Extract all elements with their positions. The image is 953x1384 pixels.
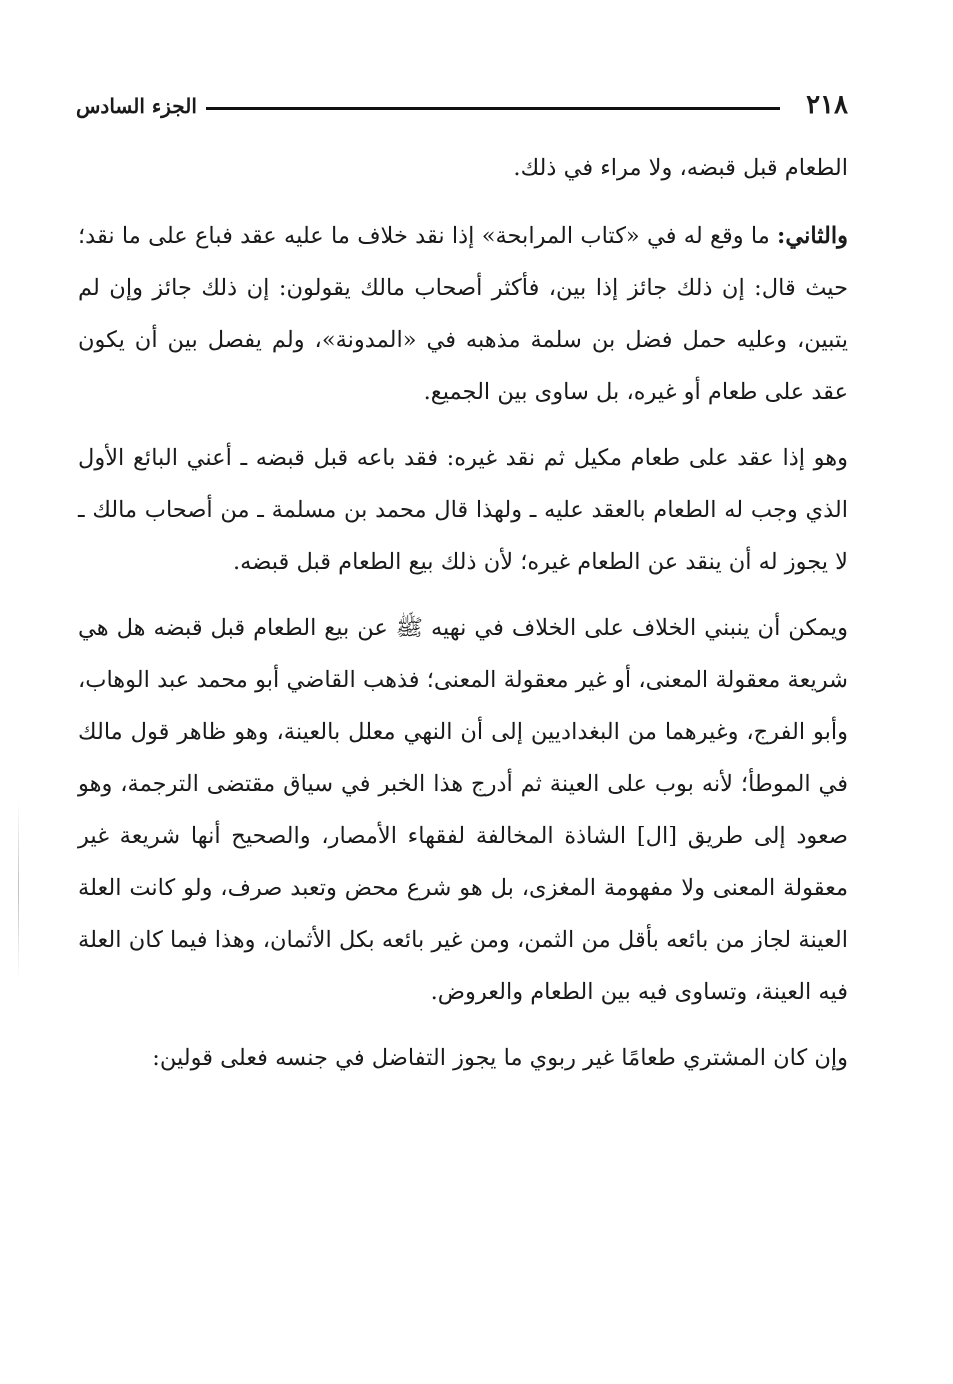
paragraph-2-lead: والثاني:: [777, 223, 848, 249]
paragraph-5: [78, 1032, 848, 1084]
paragraph-3-text: وهو إذا عقد على طعام مكيل ثم نقد غيره: فقد باعه قبل قبضه ـ أعني البائع الأول الذي وجب له الطعام بالعقد عليه ـ ولهذا قال محمد بن مسلمة ـ من أصحاب مالك ـ لا يجوز له أن ينقد عن الطعام غيره؛ لأن ذلك بيع الطعام قبل قبضه.: [78, 445, 848, 575]
paragraph-2: [78, 210, 848, 418]
paragraph-5-text: وإن كان المشتري طعامًا غير ربوي ما يجوز التفاضل في جنسه فعلى قولين:: [152, 1045, 848, 1071]
page-number: ٢١٨: [806, 90, 848, 120]
page-header: [76, 88, 848, 128]
paragraph-1-text: الطعام قبل قبضه، ولا مراء في ذلك.: [513, 155, 848, 181]
paragraph-4: [78, 602, 848, 1018]
paragraph-2-text: ما وقع له في «كتاب المرابحة» إذا نقد خلاف ما عليه عقد فباع على ما نقد؛ حيث قال: إن ذلك جائز إذا بين، فأكثر أصحاب مالك يقولون: إن ذلك جائز وإن لم يتبين، وعليه حمل فضل بن سلمة مذهبه في «المدونة»، ولم يفصل بين أن يكون عقد على طعام أو غيره، بل ساوى بين الجميع.: [78, 223, 848, 405]
paragraph-4-text: ويمكن أن ينبني الخلاف على الخلاف في نهيه ﷺ عن بيع الطعام قبل قبضه هل هي شريعة معقولة المعنى، أو غير معقولة المعنى؛ فذهب القاضي أبو محمد عبد الوهاب، وأبو الفرج، وغيرهما من البغداديين إلى أن النهي معلل بالعينة، وهو ظاهر قول مالك في الموطأ؛ لأنه بوب على العينة ثم أدرج هذا الخبر في سياق مقتضى الترجمة، وهو صعود إلى طريق [ال] الشاذة المخالفة لفقهاء الأمصار، والصحيح أنها شريعة غير معقولة المعنى ولا مفهومة المغزى، بل هو شرع محض وتعبد صرف، ولو كانت العلة العينة لجاز من بائعه بأقل من الثمن، ومن غير بائعه بكل الأثمان، وهذا فيما كان العلة فيه العينة، وتساوى فيه بين الطعام والعروض.: [78, 615, 848, 1005]
paragraph-3: [78, 432, 848, 588]
part-title: الجزء السادس: [76, 94, 197, 118]
paragraph-1: [78, 142, 848, 194]
scan-edge-shadow: [18, 800, 19, 980]
header-rule: [206, 107, 780, 110]
body-text: [78, 142, 848, 1098]
